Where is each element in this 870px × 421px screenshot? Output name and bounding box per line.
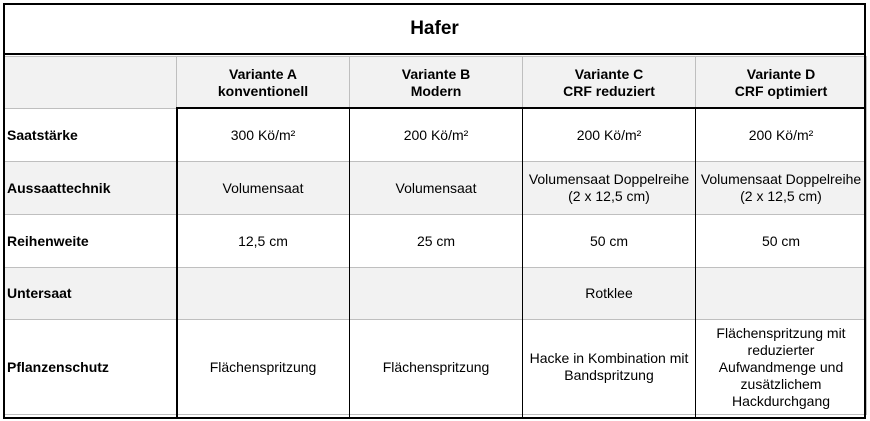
header-row xyxy=(4,57,867,109)
column-header-variante-c xyxy=(523,57,696,109)
row-label: Aussaattechnik xyxy=(4,162,177,215)
table-cell: Rotklee xyxy=(523,268,696,320)
column-header-line2: Modern xyxy=(410,82,462,99)
column-header-variante-d xyxy=(696,57,867,109)
column-divider xyxy=(522,108,523,418)
table-row xyxy=(4,320,867,415)
table-cell xyxy=(177,268,350,320)
row-label: Reihenweite xyxy=(4,215,177,268)
table-row xyxy=(4,215,867,268)
table-row xyxy=(4,268,867,320)
column-header-variante-a xyxy=(177,57,350,109)
comparison-table xyxy=(3,56,867,415)
column-header-variante-b xyxy=(350,57,523,109)
table-cell: 12,5 cm xyxy=(177,215,350,268)
column-header-line1: Variante D xyxy=(746,65,816,82)
table-cell: 200 Kö/m² xyxy=(350,109,523,162)
table-cell: Hacke in Kombination mit Bandspritzung xyxy=(523,320,696,415)
table-cell: Volumensaat xyxy=(177,162,350,215)
column-header-line2: konventionell xyxy=(217,82,309,99)
table-cell: 300 Kö/m² xyxy=(177,109,350,162)
column-header-line2: CRF optimiert xyxy=(734,82,828,99)
table-cell: 25 cm xyxy=(350,215,523,268)
column-header-line2: CRF reduziert xyxy=(563,82,655,99)
column-header-line1: Variante C xyxy=(574,65,644,82)
table-title: Hafer xyxy=(3,3,866,55)
table-border-left xyxy=(3,55,5,419)
table-border-bottom xyxy=(3,417,866,419)
table-cell: Flächenspritzung xyxy=(177,320,350,415)
table-cell: 200 Kö/m² xyxy=(696,109,867,162)
table-cell: 50 cm xyxy=(523,215,696,268)
table-cell: Volumensaat Doppelreihe (2 x 12,5 cm) xyxy=(696,162,867,215)
table-cell xyxy=(350,268,523,320)
table-cell: Volumensaat xyxy=(350,162,523,215)
column-header-line1: Variante A xyxy=(229,65,297,82)
table-cell: Volumensaat Doppelreihe (2 x 12,5 cm) xyxy=(523,162,696,215)
table-cell: 50 cm xyxy=(696,215,867,268)
column-divider xyxy=(349,108,350,418)
table-row xyxy=(4,109,867,162)
row-label: Untersaat xyxy=(4,268,177,320)
table-cell: 200 Kö/m² xyxy=(523,109,696,162)
corner-cell xyxy=(4,57,177,109)
row-label: Pflanzenschutz xyxy=(4,320,177,415)
table-border-right xyxy=(864,55,866,419)
table-row xyxy=(4,162,867,215)
table-cell: Flächenspritzung xyxy=(350,320,523,415)
table-cell xyxy=(696,268,867,320)
table-cell: Flächenspritzung mit reduzierter Aufwandmenge und zusätzlichem Hackdurchgang xyxy=(696,320,867,415)
row-label: Saatstärke xyxy=(4,109,177,162)
column-divider xyxy=(695,108,696,418)
column-header-line1: Variante B xyxy=(401,65,471,82)
